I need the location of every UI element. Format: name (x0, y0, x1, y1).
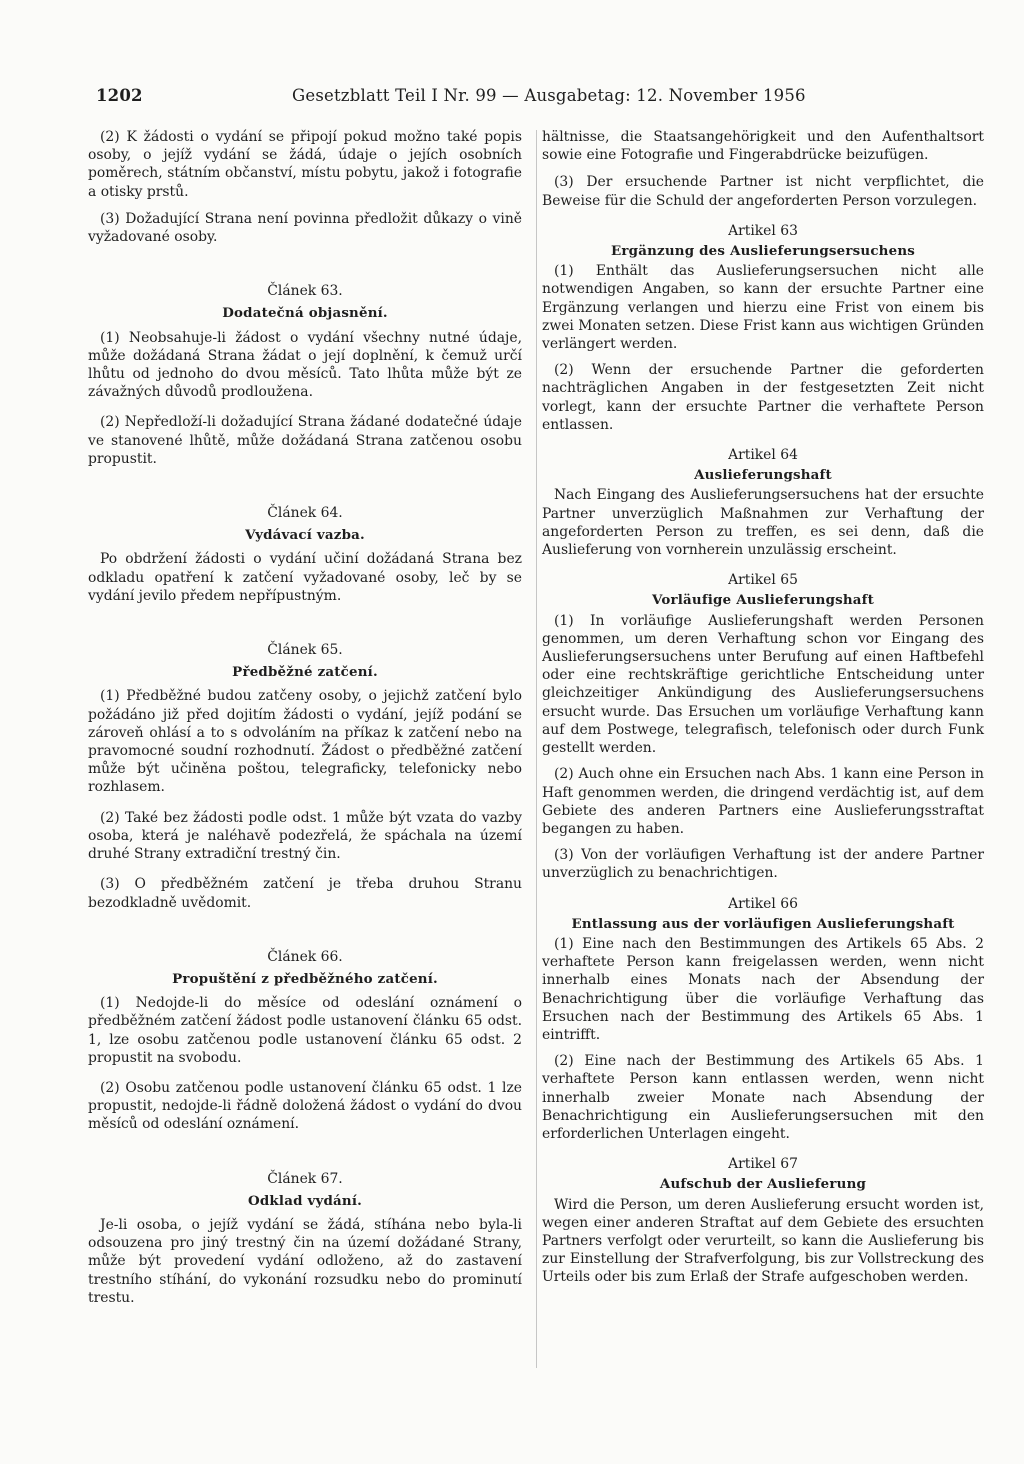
paragraph: (2) Auch ohne ein Ersuchen nach Abs. 1 kann eine Person in Haft genommen werden, die dringend verdächtig ist, auf dem Gebiete des anderen Partners eine Auslieferungsstraftat begangen zu haben. (542, 766, 984, 837)
column-divider (536, 130, 537, 1368)
paragraph: (2) Wenn der ersuchende Partner die geforderten nachträglichen Angaben in der festgesetzten Zeit nicht vorlegt, kann der ersuchte Partner die verhaftete Person entlassen. (542, 362, 984, 433)
article-number: Článek 65. (267, 642, 343, 659)
paragraph: Wird die Person, um deren Auslieferung ersucht worden ist, wegen einer anderen Straftat auf dem Gebiete des ersuchten Partners verfolgt oder verurteilt, so kann die Auslieferung bis zur Einstellung der Strafverfolgung, bis zur Vollstreckung des Urteils oder bis zum Erlaß der Strafe aufgeschoben werden. (542, 1196, 984, 1286)
paragraph: Nach Eingang des Auslieferungsersuchens hat der ersuchte Partner unverzüglich Maßnahmen zur Verhaftung der angeforderten Person zu treffen, es sei denn, daß die Auslieferung von vornherein unzulässig erscheint. (542, 487, 984, 559)
paragraph: (1) Nedojde-li do měsíce od odeslání oznámení o předběžném zatčení žádost podle ustanovení článku 65 odst. 1, lze osobu zatčenou podle ustanovení článku 65 odst. 2 propustit na svobodu. (88, 995, 522, 1066)
article-number: Článek 63. (267, 283, 343, 300)
article-title: Vorläufige Auslieferungshaft (651, 592, 875, 609)
article-title: Aufschub der Auslieferung (659, 1176, 867, 1193)
paragraph: (1) Předběžné budou zatčeny osoby, o jejichž zatčení bylo požádáno již před dojitím žádosti o vydání, jejíž podání se zároveň ohlásí a to s odvoláním na příkaz k zatčení nebo na pravomocné soudní rozhodnutí. Žádost o předběžné zatčení může být učiněna poštou, telegraficky, telefonicky nebo rozhlasem. (88, 688, 522, 796)
paragraph: Je-li osoba, o jejíž vydání se žádá, stíhána nebo byla-li odsouzena pro jiný trestný čin na území dožádané Strany, může být provedení vydání odloženo, až do zastavení trestního stíhání, do vykonání rozsudku nebo do prominutí trestu. (88, 1216, 522, 1306)
article-title: Entlassung aus der vorläufigen Auslieferungshaft (571, 915, 955, 932)
paragraph: (1) Enthält das Auslieferungsersuchen nicht alle notwendigen Angaben, so kann der ersuchte Partner eine Ergänzung verlangen und hierzu eine Frist von einem bis zwei Monaten setzen. Diese Frist kann aus wichtigen Gründen verlängert werden. (542, 263, 984, 353)
article-title: Vydávací vazba. (245, 527, 365, 544)
article-number: Artikel 65 (728, 572, 798, 589)
article-number: Artikel 66 (728, 895, 798, 912)
paragraph: (2) Nepředloží-li dožadující Strana žádané dodatečné údaje ve stanovené lhůtě, může dožádaná Strana zatčenou osobu propustit. (88, 414, 522, 467)
paragraph: (3) Dožadující Strana není povinna předložit důkazy o vině vyžadované osoby. (88, 210, 522, 246)
paragraph: (3) Der ersuchende Partner ist nicht verpflichtet, die Beweise für die Schuld der angeforderten Person vorzulegen. (542, 174, 984, 209)
paragraph: (1) Eine nach den Bestimmungen des Artikels 65 Abs. 2 verhaftete Person kann freigelassen werden, wenn nicht innerhalb eines Monats nach der Absendung der Benachrichtigung über die vorläufige Verhaftung das Ersuchen nach der Bestimmung des Artikels 65 Abs. 1 eintrifft. (542, 935, 984, 1043)
page-number: 1202 (96, 86, 143, 105)
paragraph: (2) Eine nach der Bestimmung des Artikels 65 Abs. 1 verhaftete Person kann entlassen werden, wenn nicht innerhalb zweier Monate nach Absendung der Benachrichtigung ein Auslieferungsersuchen mit den erforderlichen Unterlagen eingeht. (542, 1053, 984, 1142)
paragraph: (1) In vorläufige Auslieferungshaft werden Personen genommen, um deren Verhaftung schon vor Eingang des Auslieferungsersuchens unter Berufung auf einen Haftbefehl oder eine rechtskräftige gerichtliche Entscheidung unter gleichzeitiger Ankündigung des Auslieferungsersuchens ersucht wurde. Das Ersuchen um vorläufige Verhaftung kann auf dem Postwege, telegrafisch, telefonisch oder durch Funk gestellt werden. (542, 612, 984, 757)
article-title: Ergänzung des Auslieferungsersuchens (610, 243, 916, 260)
paragraph: Po obdržení žádosti o vydání učiní dožádaná Strana bez odkladu opatření k zatčení vyžadované osoby, leč by se vydání jevilo předem nepřípustným. (88, 551, 522, 604)
article-number: Artikel 63 (728, 222, 798, 239)
paragraph: (3) O předběžném zatčení je třeba druhou Stranu bezodkladně uvědomit. (88, 876, 522, 911)
article-title: Dodatečná objasnění. (222, 305, 388, 322)
article-number: Článek 64. (267, 505, 343, 522)
paragraph: (1) Neobsahuje-li žádost o vydání všechny nutné údaje, může dožádaná Strana žádat o její doplnění, k čemuž určí lhůtu od jednoho do dvou měsíců. Tato lhůta může být ze závažných důvodů prodloužena. (88, 329, 522, 401)
article-title: Auslieferungshaft (694, 467, 832, 484)
article-title: Předběžné zatčení. (232, 664, 378, 681)
paragraph: (3) Von der vorläufigen Verhaftung ist der andere Partner unverzüglich zu benachrichtigen. (542, 847, 984, 882)
paragraph: (2) Osobu zatčenou podle ustanovení článku 65 odst. 1 lze propustit, nedojde-li řádně doložená žádost o vydání do dvou měsíců od odeslání oznámení. (88, 1079, 522, 1133)
czech-column (88, 128, 522, 1307)
paragraph: (2) K žádosti o vydání se připojí pokud možno také popis osoby, o jejíž vydání se žádá, údaje o jejích osobních poměrech, státním občanství, místu pobytu, jakož i fotografie a otisky prstů. (88, 129, 522, 200)
article-number: Artikel 64 (728, 447, 798, 464)
page-header (96, 86, 980, 116)
article-title: Propuštění z předběžného zatčení. (172, 970, 438, 987)
article-number: Artikel 67 (728, 1156, 798, 1173)
article-number: Článek 67. (267, 1170, 343, 1187)
article-number: Článek 66. (267, 948, 343, 965)
running-title: Gesetzblatt Teil I Nr. 99 — Ausgabetag: 12. November 1956 (292, 86, 806, 105)
article-title: Odklad vydání. (248, 1192, 362, 1209)
paragraph: hältnisse, die Staatsangehörigkeit und den Aufenthaltsort sowie eine Fotografie und Fingerabdrücke beizufügen. (542, 129, 984, 164)
german-column (542, 128, 984, 1287)
paragraph: (2) Také bez žádosti podle odst. 1 může být vzata do vazby osoba, která je naléhavě podezřelá, že spáchala na území druhé Strany extradiční trestný čin. (88, 809, 522, 863)
